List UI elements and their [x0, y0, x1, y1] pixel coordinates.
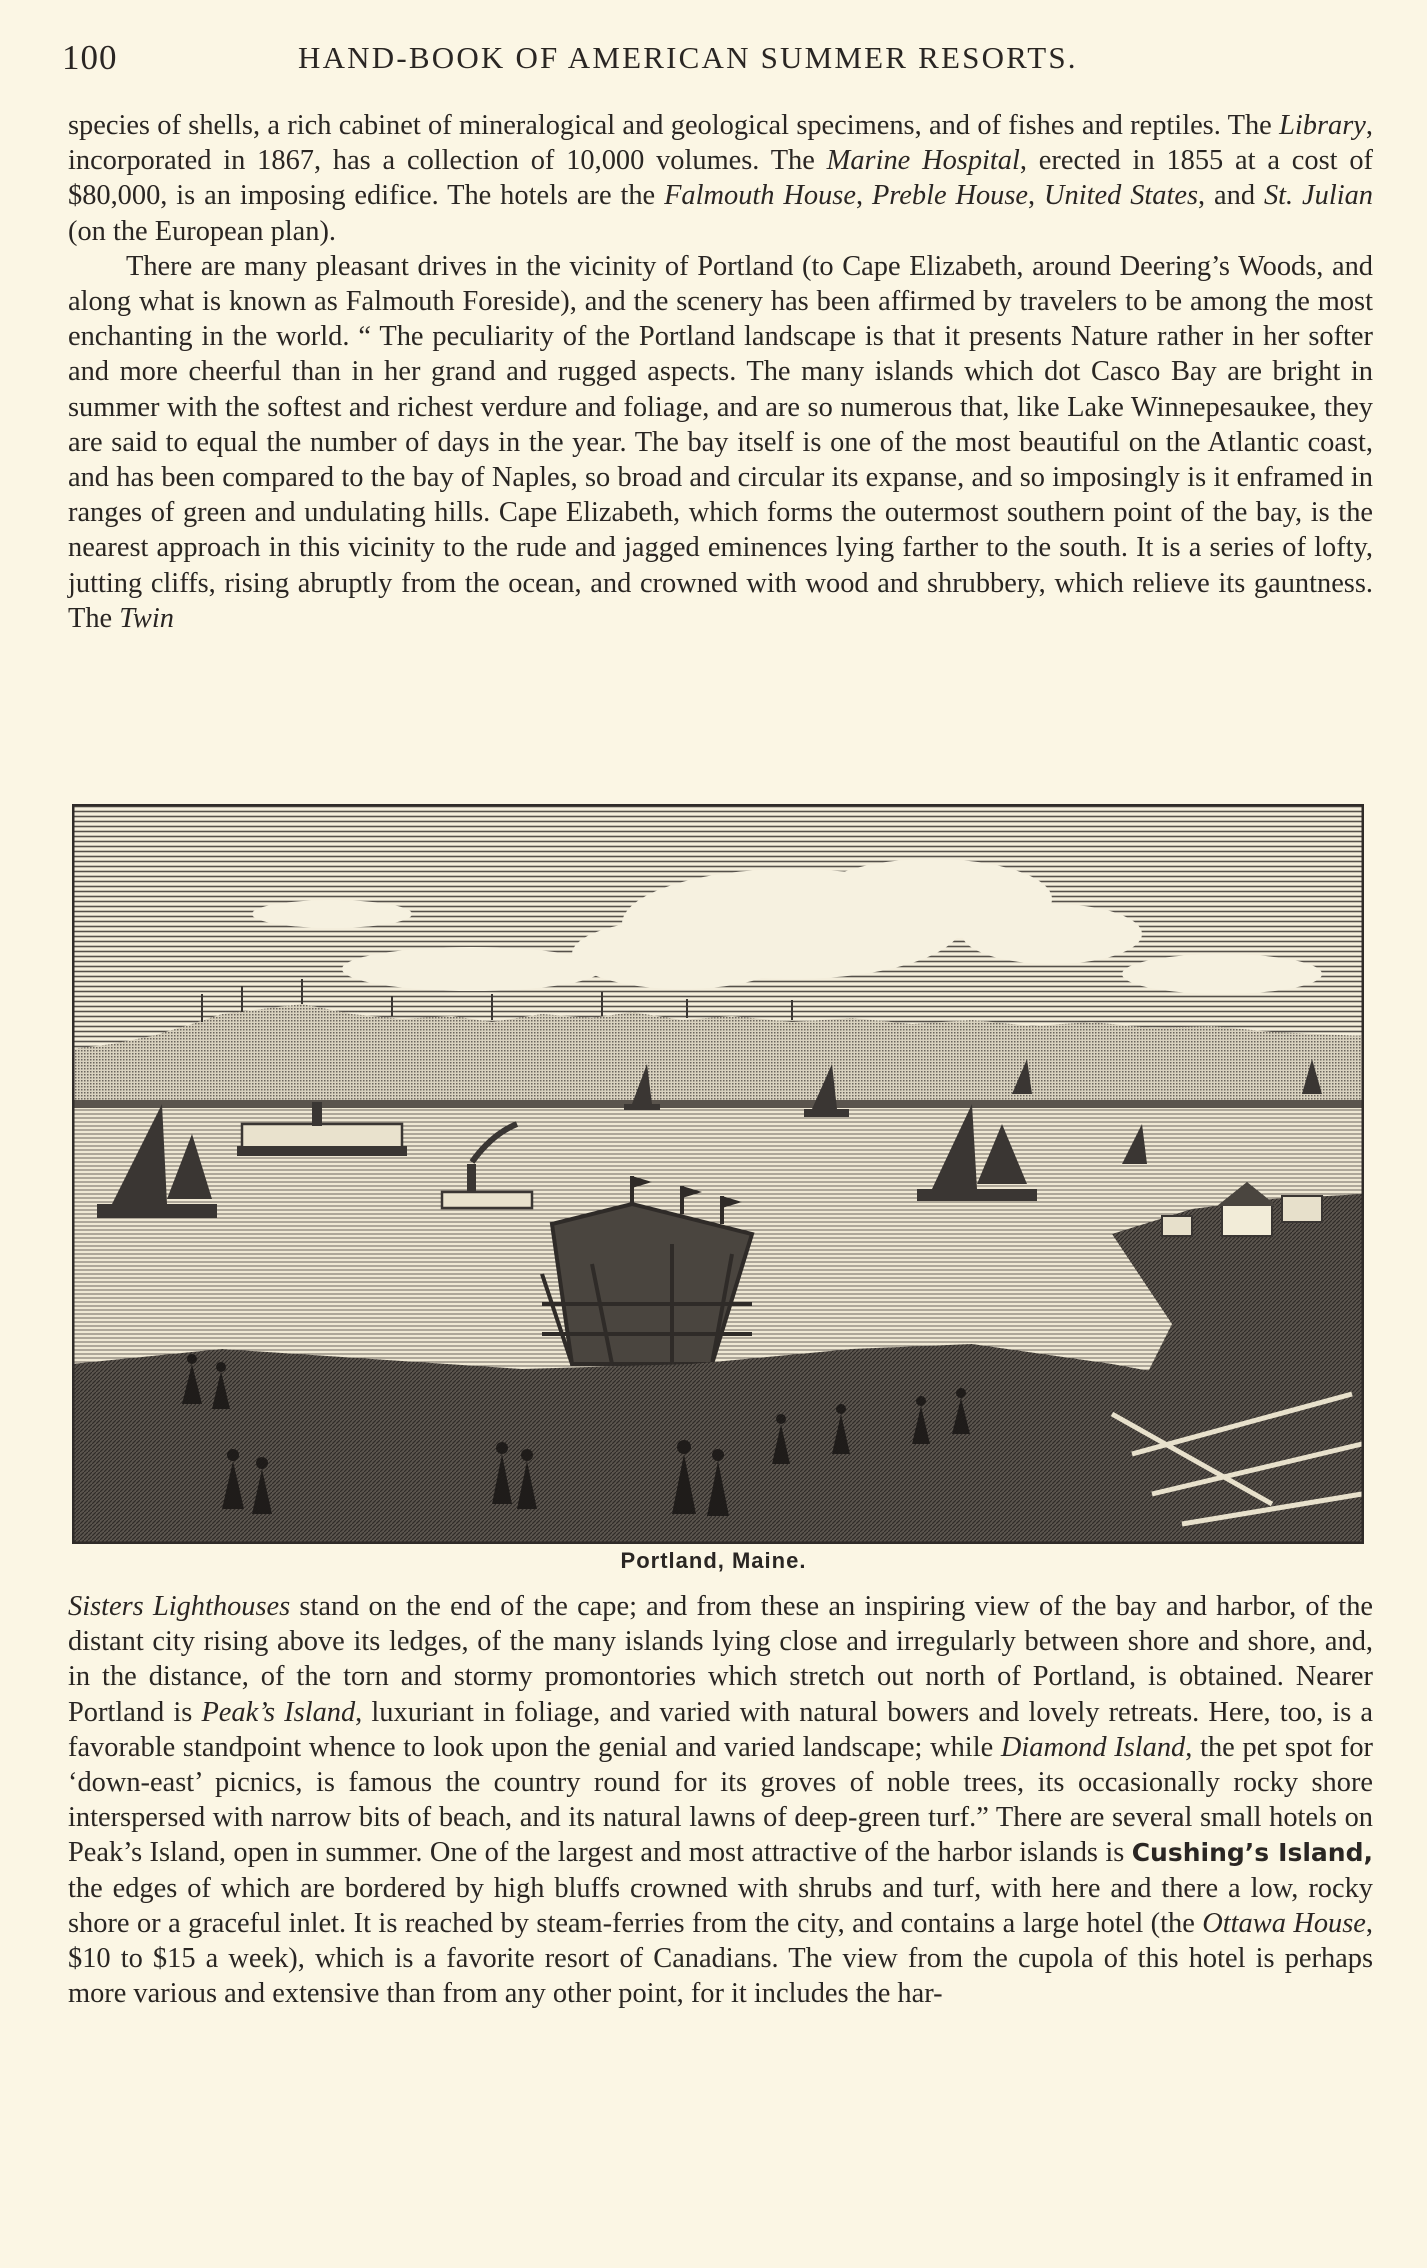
text-run: , and	[1198, 180, 1264, 212]
page-header	[62, 38, 1372, 88]
italic-name: Falmouth House	[664, 180, 856, 212]
text-run: , luxuriant in foliage, and varied with natural bowers and lovely retreats. Here, too, is a favorable standpoint whence to look upon the genial and varied landscape; while	[68, 1696, 1374, 1763]
italic-name: Sisters Lighthouses	[68, 1591, 291, 1622]
text-run: There are many pleasant drives in the vicinity of Portland (to Cape Elizabeth, around Deering’s Woods, and along what is known as Falmouth Foreside), and the scenery has been affirmed by travelers to be among the most enchanting in the world. “ The peculiarity of the Portland landscape is that it presents Nature rather in her softer and more cheerful than in her grand and rugged aspects. The many islands which dot Casco Bay are bright in summer with the softest and richest verdure and foliage, and are so numerous that, like Lake Winnepesaukee, they are said to equal the number of days in the year. The bay itself is one of the most beautiful on the Atlantic coast, and has been compared to the bay of Naples, so broad and circular its expanse, and so imposingly is it enframed in ranges of green and undulating hills. Cape Elizabeth, which forms the outermost southern point of the bay, is the nearest approach in this vicinity to the rude and jagged eminences lying farther to the south. It is a series of lofty, jutting cliffs, rising abruptly from the ocean, and crowned with wood and shrubbery, which relieve its gauntness. The	[68, 250, 1373, 634]
page-number: 100	[62, 38, 118, 77]
italic-name: St. Julian	[1263, 180, 1374, 212]
italic-name: Preble House	[871, 180, 1029, 212]
figure-caption: Portland, Maine.	[620, 1548, 807, 1573]
italic-name: Marine Hospital	[826, 145, 1020, 177]
portland-harbor-engraving	[72, 804, 1364, 1544]
bottom-text-block	[68, 1589, 1373, 2011]
text-run: (on the European plan).	[68, 215, 337, 247]
italic-name: United States	[1044, 180, 1199, 212]
running-head: HAND-BOOK OF AMERICAN SUMMER RESORTS.	[298, 40, 1078, 75]
text-run: , the pet spot for ‘down-east’ picnics, is famous the country round for its groves of noble trees, its occasionally rocky shore interspersed with narrow bits of beach, and its natural lawns of deep-green turf.” There are several small hotels on Peak’s Island, open in summer. One of the largest and most attractive of the harbor islands is	[68, 1731, 1373, 1869]
paragraph	[68, 108, 1373, 249]
text-run: , erected in 1855 at a cost of $80,000, is an imposing edifice. The hotels are the	[68, 145, 1373, 212]
text-run: ,	[1028, 180, 1045, 212]
italic-name: Twin	[119, 602, 174, 634]
city-wharf	[72, 1100, 1364, 1108]
text-run: ,	[855, 180, 872, 212]
bold-name: Cushing’s Island,	[1131, 1838, 1373, 1868]
paragraph	[68, 1589, 1373, 2011]
text-run: stand on the end of the cape; and from these an inspiring view of the bay and harbor, of the distant city rising above its ledges, of the many islands lying close and irregularly between shore and shore, and, in the distance, of the torn and stormy promontories which stretch out north of Portland, is obtained. Nearer Portland is	[68, 1591, 1373, 1728]
paragraph	[68, 249, 1373, 636]
text-run: , incorporated in 1867, has a collection of 10,000 volumes. The	[68, 110, 1373, 177]
text-run: , $10 to $15 a week), which is a favorite resort of Canadians. The view from the cupola of this hotel is perhaps more various and extensive than from any other point, for it includes the har-	[68, 1907, 1374, 2010]
italic-name: Peak’s Island	[201, 1696, 356, 1728]
top-text-block	[68, 108, 1373, 636]
italic-name: Library	[1279, 110, 1366, 141]
italic-name: Ottawa House	[1202, 1907, 1366, 1939]
text-run: species of shells, a rich cabinet of mineralogical and geological specimens, and of fishes and reptiles. The	[68, 110, 1280, 141]
italic-name: Diamond Island	[1000, 1731, 1186, 1763]
text-run: the edges of which are bordered by high bluffs crowned with shrubs and turf, with here and there a low, rocky shore or a graceful inlet. It is reached by steam-ferries from the city, and contains a large hotel (the	[68, 1872, 1373, 1939]
